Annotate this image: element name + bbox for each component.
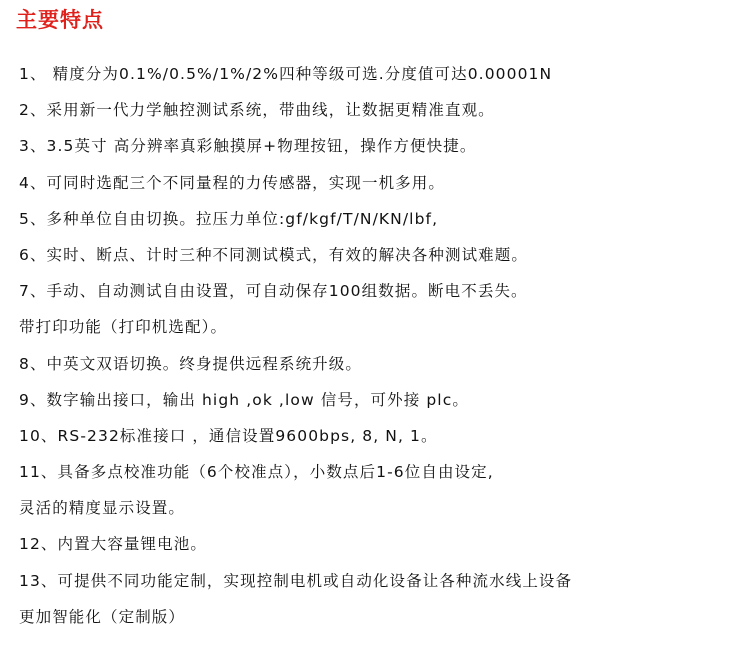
- feature-line: 6、实时、断点、计时三种不同测试模式，有效的解决各种测试难题。: [19, 245, 528, 264]
- feature-line-continuation: 更加智能化（定制版）: [19, 607, 186, 626]
- feature-line: 4、可同时选配三个不同量程的力传感器，实现一机多用。: [19, 173, 445, 192]
- feature-line-continuation: 灵活的精度显示设置。: [19, 499, 186, 518]
- feature-line: 10、RS-232标准接口 ，通信设置9600bps, 8, N, 1。: [19, 426, 438, 445]
- feature-line: 7、手动、自动测试自由设置，可自动保存100组数据。断电不丢失。: [19, 282, 528, 301]
- feature-line: 8、中英文双语切换。终身提供远程系统升级。: [19, 354, 362, 373]
- section-title: 主要特点: [16, 8, 104, 32]
- feature-line: 2、采用新一代力学触控测试系统，带曲线，让数据更精准直观。: [19, 101, 495, 120]
- feature-line-continuation: 带打印功能（打印机选配）。: [19, 318, 228, 337]
- feature-line: 9、数字输出接口，输出 high ,ok ,low 信号，可外接 plc。: [19, 390, 469, 409]
- feature-line: 11、具备多点校准功能（6个校准点），小数点后1-6位自由设定,: [19, 463, 494, 482]
- feature-list: [19, 56, 747, 635]
- feature-line: 13、可提供不同功能定制，实现控制电机或自动化设备让各种流水线上设备: [19, 571, 573, 590]
- feature-line: 3、3.5英寸 高分辨率真彩触摸屏+物理按钮，操作方便快捷。: [19, 137, 477, 156]
- feature-line: 5、多种单位自由切换。拉压力单位:gf/kgf/T/N/KN/lbf,: [19, 209, 439, 228]
- feature-line: 1、 精度分为0.1%/0.5%/1%/2%四种等级可选.分度值可达0.00001N: [19, 65, 553, 83]
- feature-line: 12、内置大容量锂电池。: [19, 535, 207, 554]
